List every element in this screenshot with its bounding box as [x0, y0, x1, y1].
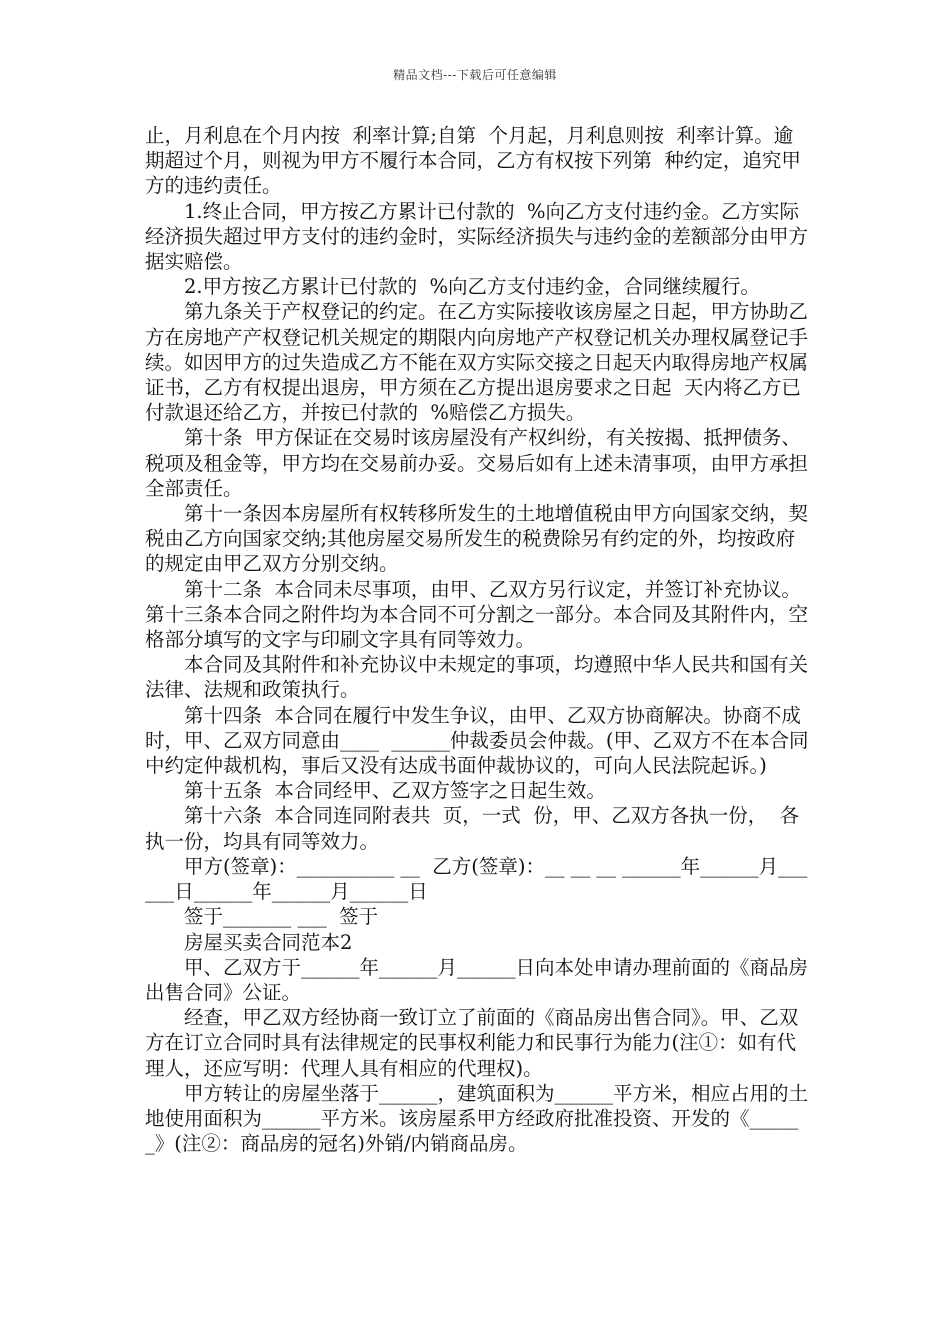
paragraph-7: 本合同及其附件和补充协议中未规定的事项，均遵照中华人民共和国有关法律、法规和政策执行。 — [145, 653, 809, 702]
paragraph-10: 第十六条 本合同连同附表共 页，一式 份，甲、乙双方各执一份， 各执一份，均具有同等效力。 — [145, 804, 800, 853]
paragraph-3: 第九条关于产权登记的约定。在乙方实际接收该房屋之日起，甲方协助乙方在房地产产权登记机关规定的期限内向房地产产权登记机关办理权属登记手续。如因甲方的过失造成乙方不能在双方实际交接之日起天内取得房地产权属证书，乙方有权提出退房，甲方须在乙方提出退房要求之日起 天内将乙方已付款退还给乙方，并按已付款的 %赔偿乙方损失。 — [145, 300, 809, 425]
paragraph-4: 第十条 甲方保证在交易时该房屋没有产权纠纷，有关按揭、抵押债务、税项及租金等，甲方均在交易前办妥。交易后如有上述未清事项，由甲方承担全部责任。 — [145, 426, 809, 500]
signature-line: 甲方(签章)：__________ __ 乙方(签章)：__ __ __ ______年______月______日______年______月______日 — [145, 854, 808, 904]
paragraph-1: 1.终止合同，甲方按乙方累计已付款的 %向乙方支付违约金。乙方实际经济损失超过甲方支付的违约金时，实际经济损失与违约金的差额部分由甲方据实赔偿。 — [145, 199, 809, 274]
paragraph-16: 甲方转让的房屋坐落于______，建筑面积为______平方米，相应占用的土地使用面积为______平方米。该房屋系甲方经政府批准投资、开发的《______》(注②：商品房的冠名)外销/内销商品房。 — [145, 1081, 809, 1156]
document-body — [145, 123, 814, 1156]
paragraph-2: 2.甲方按乙方累计已付款的 %向乙方支付违约金，合同继续履行。 — [184, 275, 761, 299]
section-title: 房屋买卖合同范本2 — [184, 930, 353, 954]
paragraph-0: 止，月利息在个月内按 利率计算;自第 个月起，月利息则按 利率计算。逾期超过个月，则视为甲方不履行本合同，乙方有权按下列第 种约定，追究甲方的违约责任。 — [145, 124, 801, 198]
paragraph-15: 经查，甲乙双方经协商一致订立了前面的《商品房出售合同》。甲、乙双方在订立合同时具有法律规定的民事权利能力和民事行为能力(注①：如有代理人，还应写明：代理人具有相应的代理权)。 — [145, 1006, 799, 1080]
paragraph-8: 第十四条 本合同在履行中发生争议，由甲、乙双方协商解决。协商不成时，甲、乙双方同意由____ ______仲裁委员会仲裁。(甲、乙双方不在本合同中约定仲裁机构，事后又没有达成书面仲裁协议的，可向人民法院起诉。) — [145, 703, 809, 778]
paragraph-9: 第十五条 本合同经甲、乙双方签字之日起生效。 — [184, 779, 606, 803]
paragraph-5: 第十一条因本房屋所有权转移所发生的土地增值税由甲方向国家交纳，契税由乙方向国家交纳;其他房屋交易所发生的税费除另有约定的外，均按政府的规定由甲乙双方分别交纳。 — [145, 502, 809, 576]
paragraph-14: 甲、乙双方于______年______月______日向本处申请办理前面的《商品房出售合同》公证。 — [145, 955, 809, 1004]
paragraph-6: 第十二条 本合同未尽事项，由甲、乙双方另行议定，并签订补充协议。 第十三条本合同之附件均为本合同不可分割之一部分。本合同及其附件内，空格部分填写的文字与印刷文字具有同等效力。 — [145, 577, 814, 652]
page-header: 精品文档---下载后可任意编辑 — [393, 68, 557, 82]
signed-at-line: 签于_______ ___ 签于 — [184, 905, 379, 929]
